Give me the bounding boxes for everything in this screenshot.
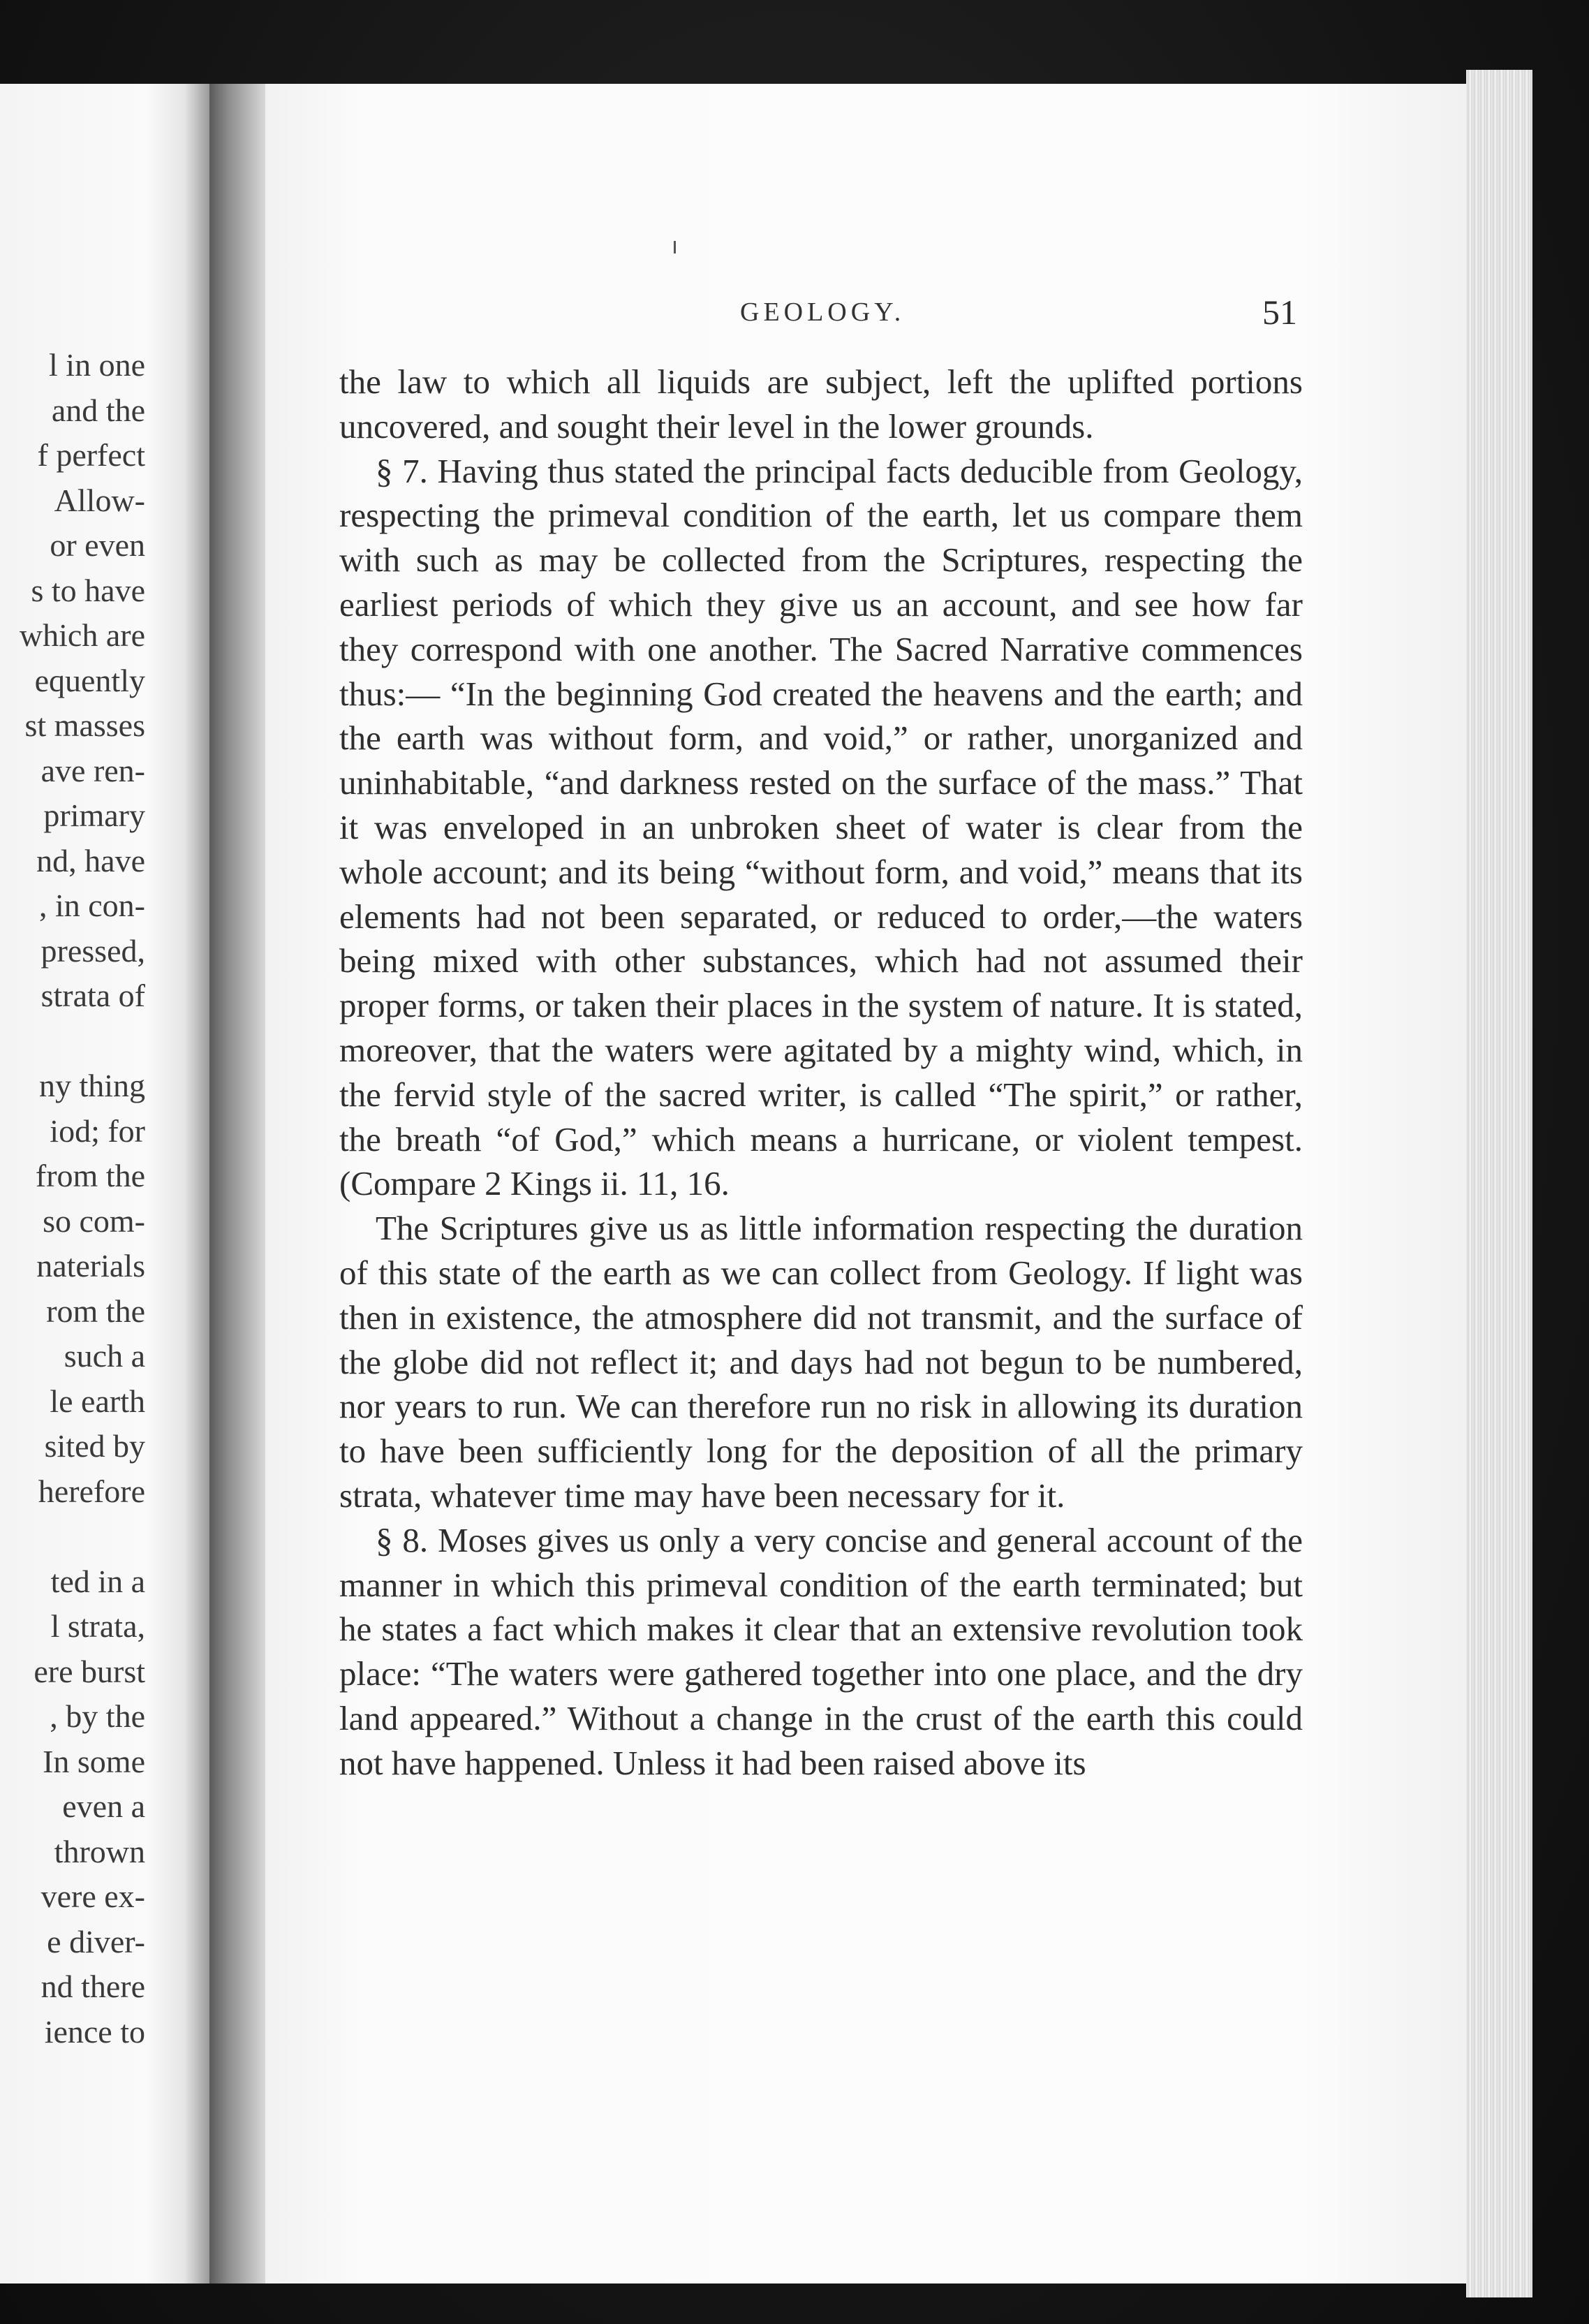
left-page-line: herefore: [38, 1473, 145, 1509]
left-page-line: equently: [34, 662, 145, 698]
left-page-line: l strata,: [50, 1608, 145, 1644]
left-page-line: even a: [62, 1788, 145, 1824]
left-page-line: ted in a: [50, 1563, 145, 1599]
left-page-line: naterials: [36, 1248, 145, 1284]
body-text: [339, 360, 1303, 1786]
left-page-line: nd there: [40, 1969, 145, 2004]
left-page-line: st masses: [24, 707, 145, 743]
book-gutter: [209, 84, 265, 2283]
left-page-line: vere ex-: [40, 1878, 145, 1914]
left-page-line: rom the: [46, 1293, 145, 1329]
left-page-line: ny thing: [38, 1068, 145, 1103]
left-page-line: from the: [35, 1158, 145, 1193]
left-page-line: , in con-: [38, 888, 145, 923]
left-page-line: f perfect: [37, 437, 145, 473]
running-head: GEOLOGY.: [740, 297, 906, 327]
left-page-line: thrown: [54, 1833, 145, 1869]
left-page-line: le earth: [50, 1383, 145, 1419]
previous-page-fragment: [0, 84, 209, 2283]
left-page-line: such a: [64, 1338, 145, 1374]
left-page-line: primary: [43, 797, 145, 833]
page-number: 51: [1262, 293, 1297, 332]
left-page-line: iod; for: [50, 1112, 145, 1149]
left-page-line: strata of: [40, 978, 145, 1013]
page-edges: [1466, 70, 1532, 2297]
left-page-line: e diver-: [47, 1923, 145, 1959]
left-page-line: ience to: [44, 2013, 145, 2050]
left-page-line: and the: [51, 392, 145, 428]
paragraph: the law to which all liquids are subject, left the uplifted portions uncovered, and sought their level in the lower grounds.: [339, 362, 1303, 446]
ink-mark: [674, 241, 676, 253]
paragraph: The Scriptures give us as little information respecting the duration of this state of the earth as we can collect from Geology. If light was then in existence, the atmosphere did not transmit, and the surface of the globe did not reflect it; and days had not begun to be numbered, nor years to run. We can therefore run no risk in allowing its duration to have been sufficiently long for the deposition of all the primary strata, whatever time may have been necessary for it.: [339, 1209, 1303, 1515]
left-page-line: ave ren-: [40, 752, 145, 788]
paragraph: § 8. Moses gives us only a very concise and general account of the manner in which this primeval condition of the earth terminated; but he states a fact which makes it clear that an extensive revolution took place: “The waters were gathered together into one place, and the dry land appeared.” Without a change in the crust of the earth this could not have happened. Unless it had been raised above its: [339, 1520, 1303, 1782]
left-page-line: pressed,: [40, 932, 145, 969]
left-page-line: In some: [43, 1743, 145, 1779]
left-page-line: nd, have: [36, 842, 145, 878]
left-page-line: so com-: [43, 1203, 145, 1239]
left-page-line: sited by: [44, 1428, 145, 1464]
left-page-line: Allow-: [54, 482, 145, 518]
left-page-line: which are: [19, 617, 145, 653]
left-page-line: l in one: [49, 347, 145, 383]
left-page-line: s to have: [31, 572, 145, 608]
paragraph: § 7. Having thus stated the principal facts deducible from Geology, respecting the primeval condition of the earth, let us compare them with such as may be collected from the Scriptures, respecting the earliest periods of which they give us an account, and see how far they correspond with one another. The Sacred Narrative commences thus:— “In the beginning God created the heavens and the earth; and the earth was without form, and void,” or rather, unorganized and uninhabitable, “and darkness rested on the surface of the mass.” That it was enveloped in an unbroken sheet of water is clear from the whole account; and its being “without form, and void,” means that its elements had not been separated, or reduced to order,—the waters being mixed with other substances, which had not assumed their proper forms, or taken their places in the system of nature. It is stated, moreover, that the waters were agitated by a mighty wind, which, in the fervid style of the sacred writer, is called “The spirit,” or rather, the breath “of God,” which means a hurricane, or violent tempest. (Compare 2 Kings ii. 11, 16.: [339, 451, 1303, 1203]
left-page-line: , by the: [50, 1698, 145, 1734]
left-page-line: or even: [50, 527, 145, 563]
left-page-line: ere burst: [34, 1653, 145, 1689]
